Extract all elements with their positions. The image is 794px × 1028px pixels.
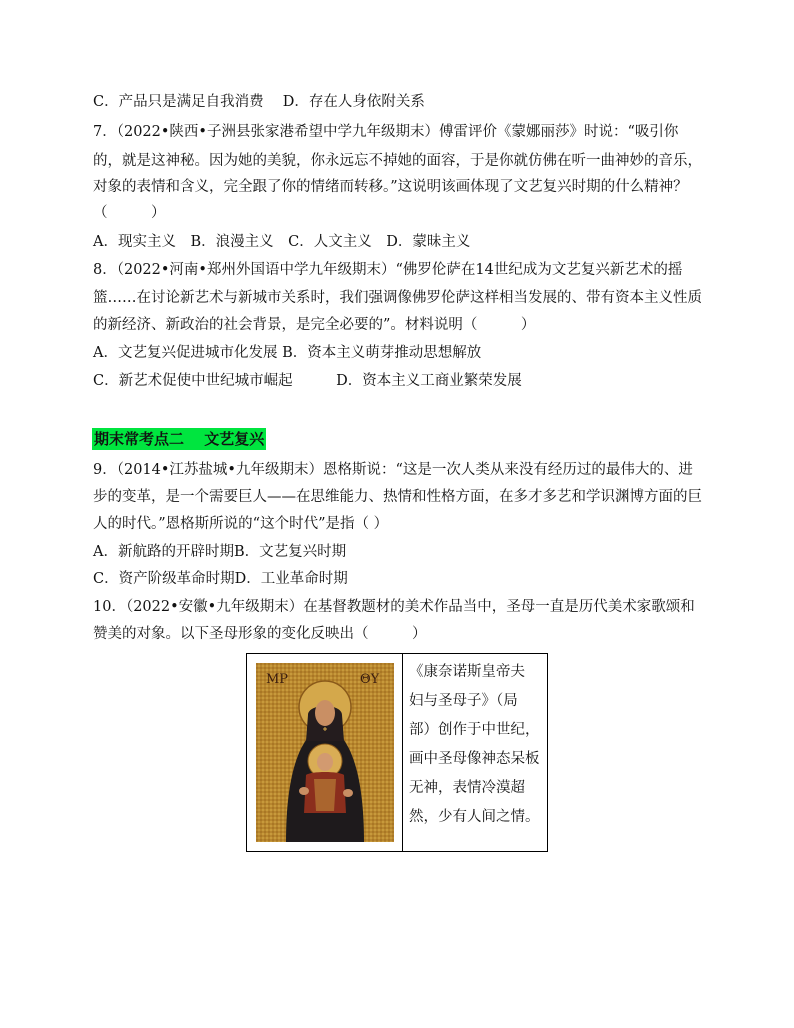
q9-stem-line-1: 9．（2014•江苏盐城•九年级期末）恩格斯说：“这是一次人类从来没有经历过的最伟大的、进 [93,462,693,478]
q7-stem-line-1: 7．（2022•陕西•子洲县张家港希望中学九年级期末）傅雷评价《蒙娜丽莎》时说：“吸引你 [93,124,679,140]
q8-option-cd: C．新艺术促使中世纪城市崛起 D．资本主义工商业繁荣发展 [93,373,522,389]
caption-line: 然，少有人间之情。 [409,809,540,825]
caption-line: 无神，表情冷漠超 [409,780,525,796]
madonna-mosaic-image [256,663,394,842]
q9-option-cd: C．资产阶级革命时期D．工业革命时期 [93,571,348,587]
q7-stem-line-3: 对象的表情和含义，完全跟了你的情绪而转移。”这说明该画体现了文艺复兴时期的什么精神？ [93,179,688,195]
q9-stem-line-3: 人的时代。”恩格斯所说的“这个时代”是指（ ） [93,516,389,532]
q8-stem-line-1: 8．（2022•河南•郑州外国语中学九年级期末）“佛罗伦萨在14世纪成为文艺复兴新艺术的摇 [93,262,683,278]
q9-stem-line-2: 步的变革，是一个需要巨人——在思维能力、热情和性格方面，在多才多艺和学识渊博方面的巨 [93,489,702,505]
q10-stem-line-1: 10．（2022•安徽•九年级期末）在基督教题材的美术作品当中，圣母一直是历代美术家歌颂和 [93,599,695,615]
q8-stem-line-3: 的新经济、新政治的社会背景，是完全必要的”。材料说明（ ） [93,317,536,333]
caption-line: 妇与圣母子》（局 [409,693,518,709]
section-title: 期末常考点二 文艺复兴 [94,430,265,448]
q7-stem-line-2: 的，就是这神秘。因为她的美貌，你永远忘不掉她的面容，于是你就仿佛在听一曲神妙的音乐， [93,153,702,169]
q7-answer-blank: （ ） [93,205,166,221]
caption-cell [403,654,547,851]
caption-line: 部）创作于中世纪， [409,722,540,738]
figure-table [246,653,548,852]
mosaic-letters-right: ΘΥ [359,672,379,687]
q8-stem-line-2: 篮……在讨论新艺术与新城市关系时，我们强调像佛罗伦萨这样相当发展的、带有资本主义性质 [93,290,702,306]
mosaic-letters-left: MP [265,672,288,687]
q8-option-ab: A．文艺复兴促进城市化发展 B．资本主义萌芽推动思想解放 [93,345,482,361]
caption-line: 《康奈诺斯皇帝夫 [409,664,525,680]
q6-option-cd: C．产品只是满足自我消费 D．存在人身依附关系 [93,94,425,110]
caption-line: 画中圣母像神态呆板 [409,751,540,767]
q10-stem-line-2: 赞美的对象。以下圣母形象的变化反映出（ ） [93,626,427,642]
mosaic-image-cell [247,654,403,851]
q7-options: A．现实主义 B．浪漫主义 C．人文主义 D．蒙昧主义 [93,234,471,250]
q9-option-ab: A．新航路的开辟时期B．文艺复兴时期 [93,544,347,560]
